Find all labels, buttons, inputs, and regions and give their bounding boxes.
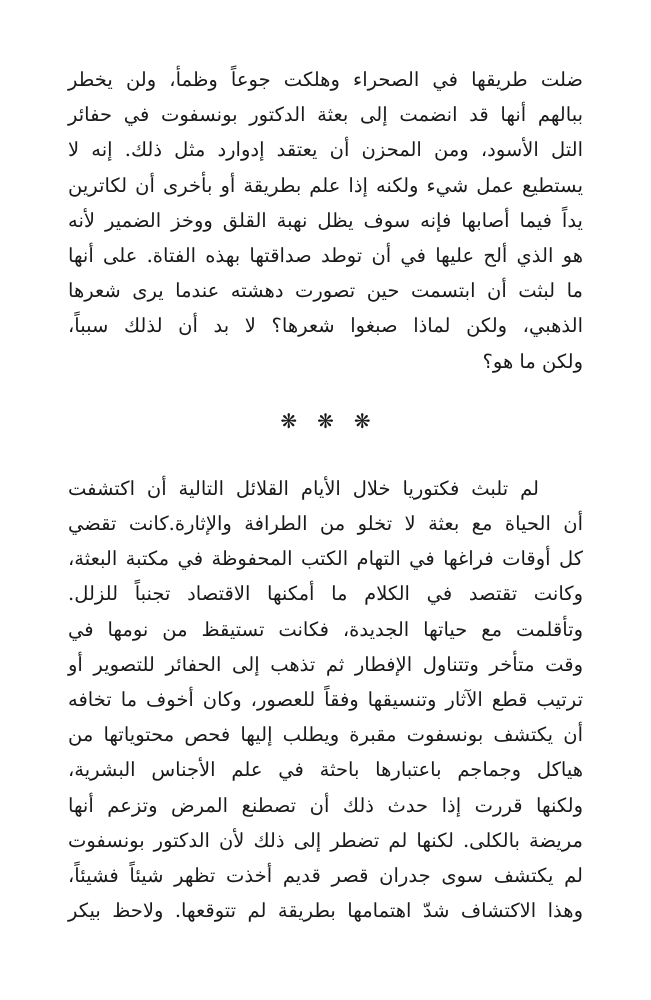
text-line: يداً فيما أصابها فإنه سوف يظل نهبة القلق ووخز الضمير لأنه bbox=[68, 208, 583, 232]
asterism-mark: ❋ bbox=[317, 408, 334, 433]
text-line: وتأقلمت مع حياتها الجديدة، فكانت تستيقظ من نومها في bbox=[68, 617, 583, 641]
text-line: أن الحياة مع بعثة لا تخلو من الطرافة والإثارة.كانت تقضي bbox=[68, 512, 583, 536]
text-line: أن يكتشف بونسفوت مقبرة ويطلب إليها فحص محتوياتها من bbox=[68, 723, 583, 747]
text-line: ضلت طريقها في الصحراء وهلكت جوعاً وظمأ، ولن يخطر bbox=[68, 68, 583, 91]
asterism-mark: ❋ bbox=[353, 408, 371, 433]
paragraph-1 bbox=[68, 62, 583, 379]
text-line: ولكن ما هو؟ bbox=[482, 349, 583, 373]
text-line-content: لم تلبث فكتوريا خلال الأيام القلائل التالية أن اكتشفت bbox=[68, 476, 539, 500]
text-line: وهذا الاكتشاف شدّ اهتمامها بطريقة لم تتوقعها. ولاحظ بيكر bbox=[68, 899, 583, 923]
text-line: لم يكتشف سوى جدران قصر قديم أخذت تظهر شيئاً فشيئاً، bbox=[68, 864, 583, 888]
asterism-mark: ❋ bbox=[280, 408, 298, 433]
text-line: ببالهم أنها قد انضمت إلى بعثة الدكتور بونسفوت في حفائر bbox=[68, 103, 583, 127]
text-line: كل أوقات فراغها في التهام الكتب المحفوظة في مكتبة البعثة، bbox=[68, 547, 583, 571]
text-line-first bbox=[68, 471, 583, 506]
text-line: الذهبي، ولكن لماذا صبغوا شعرها؟ لا بد أن لذلك سبباً، bbox=[68, 314, 583, 338]
section-separator bbox=[68, 391, 583, 451]
paragraph-2 bbox=[68, 471, 583, 929]
text-line: مريضة بالكلى. لكنها لم تضطر إلى ذلك لأن الدكتور بونسفوت bbox=[68, 828, 583, 852]
text-line: ترتيب قطع الآثار وتنسيقها وفقاً للعصور، وكان أخوف ما تخافه bbox=[68, 688, 583, 712]
text-line: هو الذي ألح عليها في أن توطد صداقتها بهذه الفتاة. على أنها bbox=[68, 244, 583, 268]
text-line: يستطيع عمل شيء ولكنه إذا علم بطريقة أو بأخرى أن لكاترين bbox=[68, 173, 583, 197]
text-line: هياكل وجماجم باعتبارها باحثة في علم الأجناس البشرية، bbox=[68, 758, 583, 782]
text-line: وكانت تقتصد في الكلام ما أمكنها الاقتصاد تجنباً للزلل. bbox=[68, 582, 583, 606]
text-line: ما لبثت أن ابتسمت حين تصورت دهشته عندما يرى شعرها bbox=[68, 279, 583, 303]
text-line: ولكنها قررت إذا حدث ذلك أن تصطنع المرض وتزعم أنها bbox=[68, 793, 583, 817]
text-line: وقت متأخر وتتناول الإفطار ثم تذهب إلى الحفائر للتصوير أو bbox=[68, 652, 583, 676]
text-line: التل الأسود، ومن المحزن أن يعتقد إدوارد مثل ذلك. إنه لا bbox=[68, 138, 583, 162]
